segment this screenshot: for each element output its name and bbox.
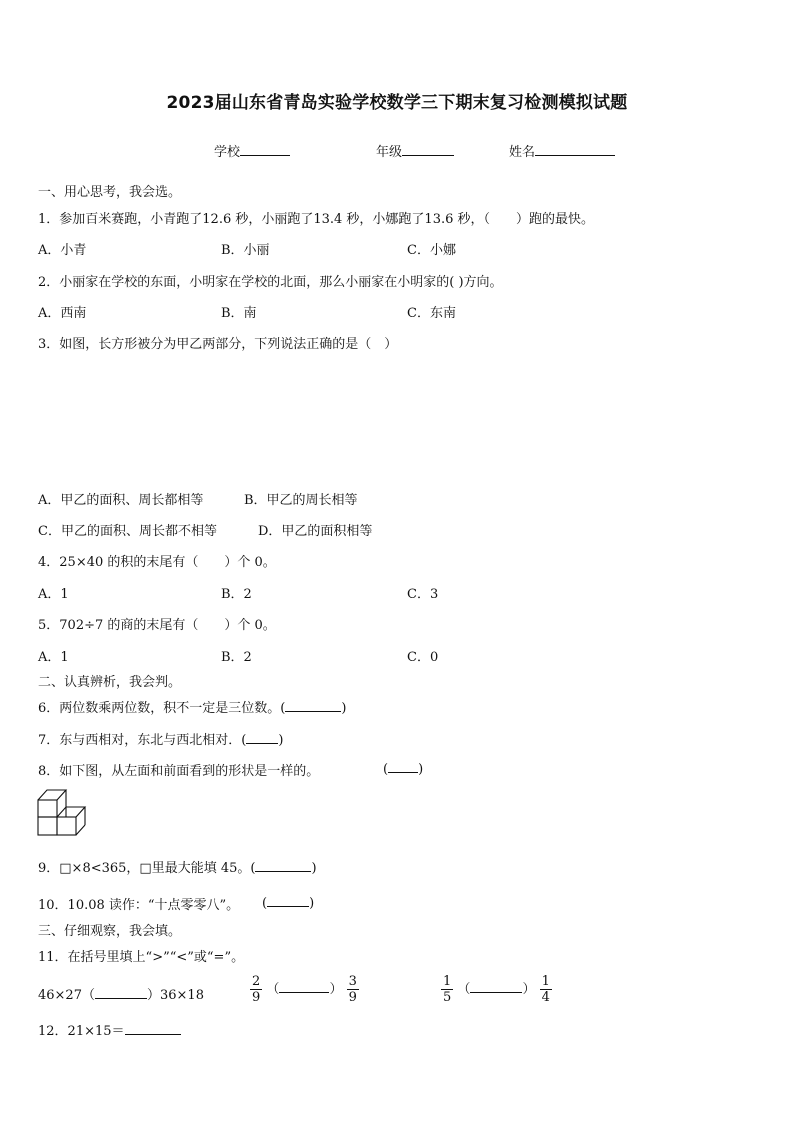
q10-answer-blank — [267, 894, 309, 907]
q10-answer — [262, 894, 314, 911]
q4-option-b: B．2 — [221, 587, 252, 602]
q11-left-expr: 46×27（ — [38, 988, 95, 1003]
q6-close: ) — [341, 701, 347, 716]
question-9 — [38, 857, 317, 876]
question-3: 3．如图，长方形被分为甲乙两部分，下列说法正确的是（ ） — [38, 337, 398, 352]
q8-answer-blank — [388, 760, 418, 773]
q11-expression-3 — [441, 974, 552, 1005]
section-2-heading: 二、认真辨析，我会判。 — [38, 675, 182, 690]
q11-blank-1 — [95, 986, 147, 999]
fraction-3-9: $\frac{3}{9}$ — [348, 974, 357, 1005]
name-field — [509, 141, 615, 160]
section-1-heading: 一、用心思考，我会选。 — [38, 185, 182, 200]
question-2: 2．小丽家在学校的东面，小明家在学校的北面，那么小丽家在小明家的( )方向。 — [38, 275, 503, 290]
q11-paren-close: ） — [329, 982, 343, 997]
grade-blank — [402, 142, 454, 156]
school-label: 学校 — [214, 145, 241, 160]
q1-option-b: B．小丽 — [221, 243, 270, 258]
q1-option-a: A．小青 — [38, 243, 87, 258]
q7-close: ) — [278, 733, 284, 748]
q2-option-a: A．西南 — [38, 306, 87, 321]
question-7 — [38, 729, 283, 748]
page-title: 2023届山东省青岛实验学校数学三下期末复习检测模拟试题 — [166, 93, 628, 113]
q12-answer-blank — [125, 1022, 181, 1035]
name-label: 姓名 — [509, 145, 536, 160]
q5-option-a: A．1 — [38, 650, 69, 665]
name-blank — [535, 142, 615, 156]
q7-answer-blank — [246, 731, 278, 744]
q3-option-b: B．甲乙的周长相等 — [244, 493, 358, 508]
question-10: 10．10.08 读作：“十点零零八”。 — [38, 898, 240, 913]
q5-option-c: C．0 — [407, 650, 439, 665]
q9-close: ) — [311, 861, 317, 876]
q9-text: 9．□×8<365，□里最大能填 45。( — [38, 861, 256, 876]
q11-right-expr: ）36×18 — [146, 988, 204, 1003]
grade-label: 年级 — [376, 145, 403, 160]
question-5: 5．702÷7 的商的末尾有（ ）个 0。 — [38, 618, 276, 633]
q8-cube-figure — [36, 786, 90, 840]
q11-blank-2 — [279, 980, 329, 993]
q8-answer — [383, 760, 423, 777]
q4-option-a: A．1 — [38, 587, 69, 602]
school-field — [214, 141, 290, 160]
q11-paren-close-2: ） — [522, 982, 536, 997]
question-11: 11．在括号里填上“>”“<”或“=”。 — [38, 950, 245, 965]
q11-paren-open-2: （ — [457, 982, 471, 997]
q8-close: ) — [418, 762, 424, 777]
q11-paren-open: （ — [266, 982, 280, 997]
q7-text: 7．东与西相对，东北与西北相对．( — [38, 733, 247, 748]
q2-option-b: B．南 — [221, 306, 257, 321]
question-6 — [38, 697, 346, 716]
q3-option-c: C．甲乙的面积、周长都不相等 — [38, 524, 217, 539]
q10-open: ( — [262, 896, 268, 911]
question-8: 8．如下图，从左面和前面看到的形状是一样的。 — [38, 764, 320, 779]
q6-text: 6．两位数乘两位数，积不一定是三位数。( — [38, 701, 286, 716]
q12-text: 12．21×15＝ — [38, 1024, 125, 1039]
q8-open: ( — [383, 762, 389, 777]
q11-blank-3 — [470, 980, 522, 993]
grade-field — [376, 141, 454, 160]
question-4: 4．25×40 的积的末尾有（ ）个 0。 — [38, 555, 276, 570]
question-12 — [38, 1020, 181, 1039]
q6-answer-blank — [285, 699, 341, 712]
section-3-heading: 三、仔细观察，我会填。 — [38, 924, 182, 939]
q9-answer-blank — [255, 859, 311, 872]
q3-option-d: D．甲乙的面积相等 — [258, 524, 373, 539]
q3-option-a: A．甲乙的面积、周长都相等 — [38, 493, 204, 508]
fraction-2-9: $\frac{2}{9}$ — [252, 974, 261, 1005]
q4-option-c: C．3 — [407, 587, 439, 602]
q5-option-b: B．2 — [221, 650, 252, 665]
q1-option-c: C．小娜 — [407, 243, 456, 258]
fraction-1-4: $\frac{1}{4}$ — [541, 974, 550, 1005]
q11-expression-2 — [250, 974, 359, 1005]
q11-expression-1 — [38, 984, 204, 1003]
q10-close: ) — [309, 896, 315, 911]
fraction-1-5: $\frac{1}{5}$ — [443, 974, 452, 1005]
q2-option-c: C．东南 — [407, 306, 456, 321]
question-1: 1．参加百米赛跑，小青跑了12.6 秒，小丽跑了13.4 秒，小娜跑了13.6 秒，（ ）跑的最快。 — [38, 212, 595, 227]
school-blank — [240, 142, 290, 156]
